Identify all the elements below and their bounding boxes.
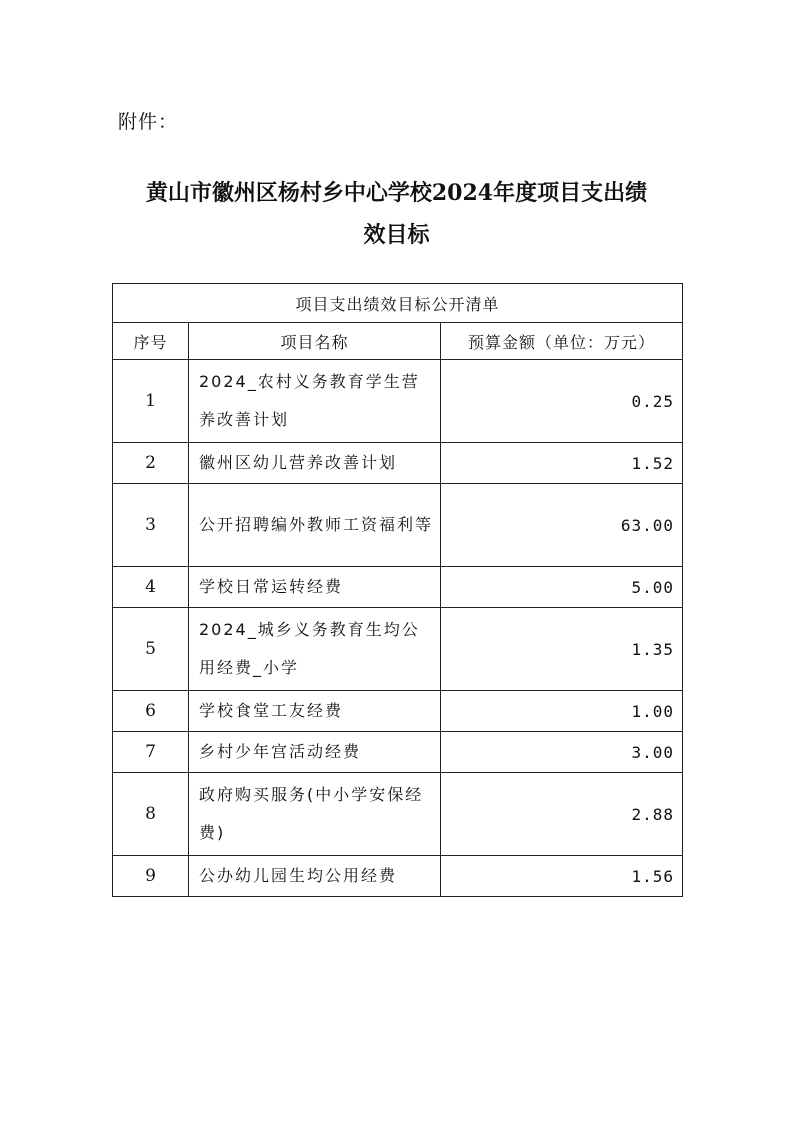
- table-row: [113, 773, 683, 856]
- table-header-row: [113, 323, 683, 360]
- row-no: 1: [113, 360, 189, 443]
- row-amount: 5.00: [441, 567, 683, 608]
- row-no: 4: [113, 567, 189, 608]
- row-no: 8: [113, 773, 189, 856]
- row-name: 学校食堂工友经费: [189, 691, 441, 732]
- table-row: [113, 732, 683, 773]
- row-amount: 3.00: [441, 732, 683, 773]
- row-name: 徽州区幼儿营养改善计划: [189, 443, 441, 484]
- row-amount: 1.35: [441, 608, 683, 691]
- row-amount: 1.00: [441, 691, 683, 732]
- row-amount: 0.25: [441, 360, 683, 443]
- row-amount: 2.88: [441, 773, 683, 856]
- row-no: 3: [113, 484, 189, 567]
- table-row: [113, 691, 683, 732]
- row-no: 5: [113, 608, 189, 691]
- performance-target-table: [112, 283, 683, 897]
- table-row: [113, 856, 683, 897]
- row-name: 2024_城乡义务教育生均公用经费_小学: [189, 608, 441, 691]
- table-row: [113, 360, 683, 443]
- title-line-1: 黄山市徽州区杨村乡中心学校2024年度项目支出绩: [145, 180, 648, 206]
- row-amount: 63.00: [441, 484, 683, 567]
- table-row: [113, 484, 683, 567]
- row-name: 公开招聘编外教师工资福利等: [189, 484, 441, 567]
- row-name: 公办幼儿园生均公用经费: [189, 856, 441, 897]
- header-amount: 预算金额（单位：万元）: [441, 323, 683, 360]
- row-amount: 1.56: [441, 856, 683, 897]
- row-no: 6: [113, 691, 189, 732]
- row-no: 9: [113, 856, 189, 897]
- row-name: 2024_农村义务教育学生营养改善计划: [189, 360, 441, 443]
- row-amount: 1.52: [441, 443, 683, 484]
- row-name: 政府购买服务(中小学安保经费): [189, 773, 441, 856]
- attachment-label: 附件：: [118, 111, 179, 133]
- title-line-2: 效目标: [363, 222, 430, 248]
- table-row: [113, 608, 683, 691]
- row-no: 7: [113, 732, 189, 773]
- table-row: [113, 567, 683, 608]
- row-name: 学校日常运转经费: [189, 567, 441, 608]
- document-title: [110, 172, 683, 256]
- table-row: [113, 443, 683, 484]
- row-no: 2: [113, 443, 189, 484]
- row-name: 乡村少年宫活动经费: [189, 732, 441, 773]
- header-name: 项目名称: [189, 323, 441, 360]
- header-no: 序号: [113, 323, 189, 360]
- table-caption: 项目支出绩效目标公开清单: [113, 284, 683, 323]
